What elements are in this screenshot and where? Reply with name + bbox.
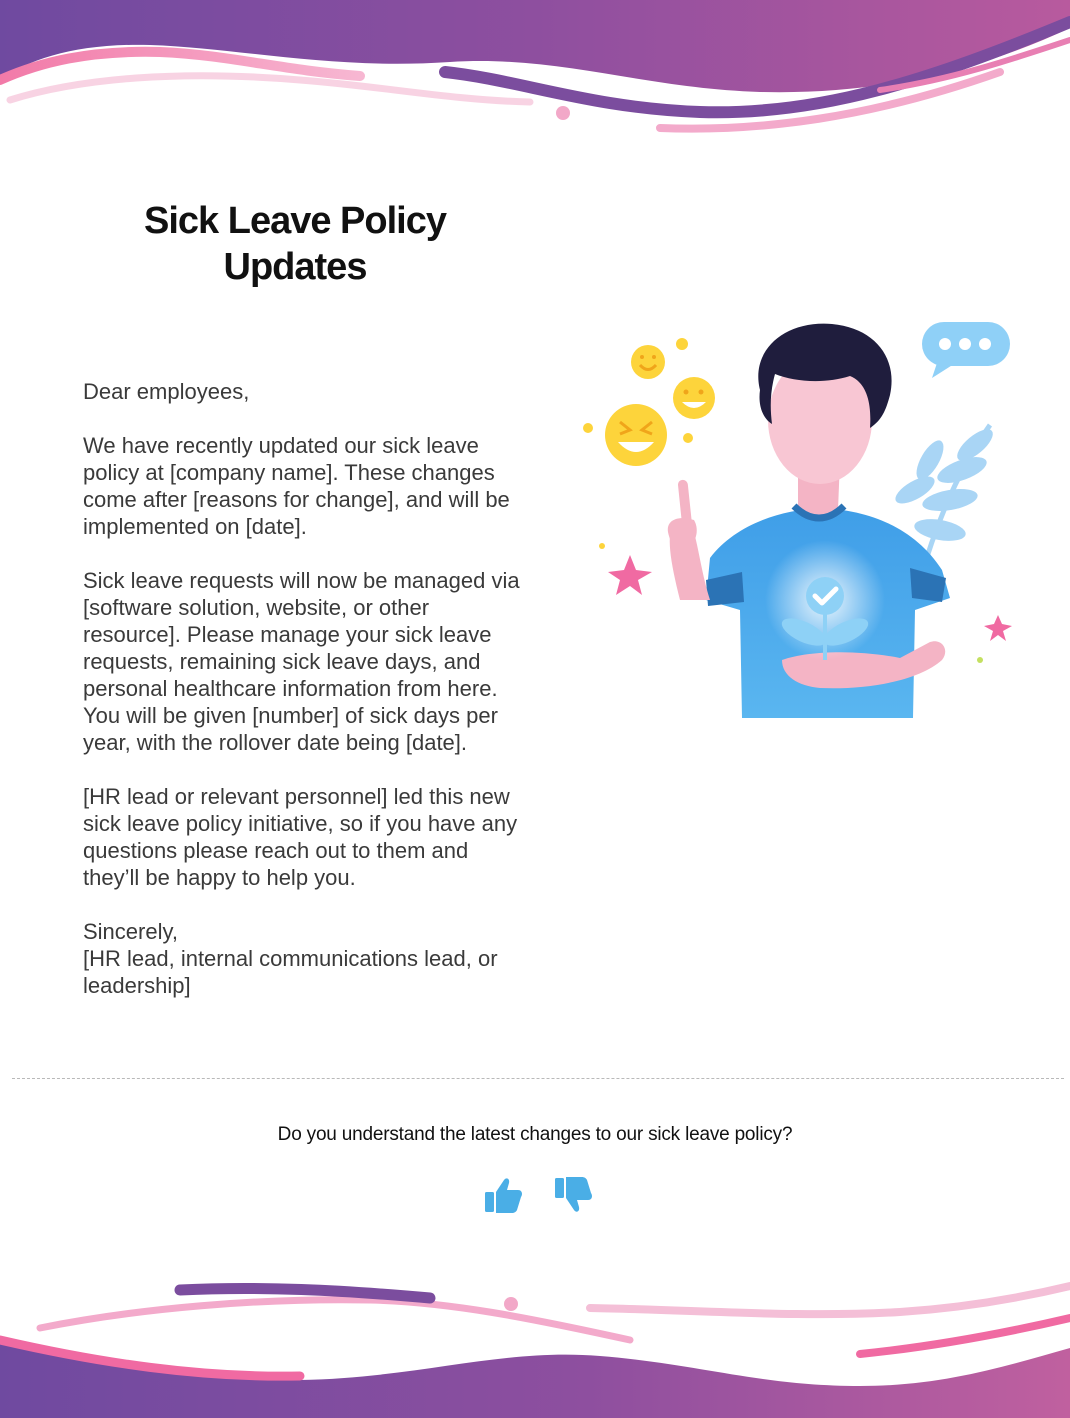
thumbs-up-icon [480,1172,526,1218]
star-decoration [608,555,652,595]
feedback-question: Do you understand the latest changes to our sick leave policy? [277,1124,793,1145]
greeting: Dear employees, [83,379,250,404]
title-line-2: Updates [223,246,367,288]
person-illustration [570,310,1030,720]
emoji-decoration [583,338,715,466]
page-title [60,198,530,290]
paragraph-management: Sick leave requests will now be managed via [software solution, website, or other resource]. Please manage your sick leave requests, remaining sick leave days, and personal healthcare information from here. You will be given [number] of sick days per year, with the rollover date being [date]. [83,568,520,755]
signoff-block [83,918,523,999]
paragraph-contact: [HR lead or relevant personnel] led this new sick leave policy initiative, so if you have any questions please reach out to them and they’ll be happy to help you. [83,784,518,890]
signoff: Sincerely, [83,919,178,944]
thumbs-down-icon [550,1172,596,1218]
section-divider [12,1078,1064,1079]
feedback-vote-group [480,1172,600,1218]
signature: [HR lead, internal communications lead, or leadership] [83,946,498,998]
bottom-wave-decoration [0,1268,1070,1418]
speech-bubble-icon [922,322,1010,378]
thumbs-down-button[interactable] [550,1172,596,1218]
title-line-1: Sick Leave Policy [144,200,446,242]
top-wave-decoration [0,0,1070,150]
star-decoration-small [984,615,1012,641]
paragraph-implementation: We have recently updated our sick leave policy at [company name]. These changes come after [reasons for change], and will be implemented on [date]. [83,433,510,539]
letter-body [83,378,523,999]
thumbs-up-button[interactable] [480,1172,526,1218]
